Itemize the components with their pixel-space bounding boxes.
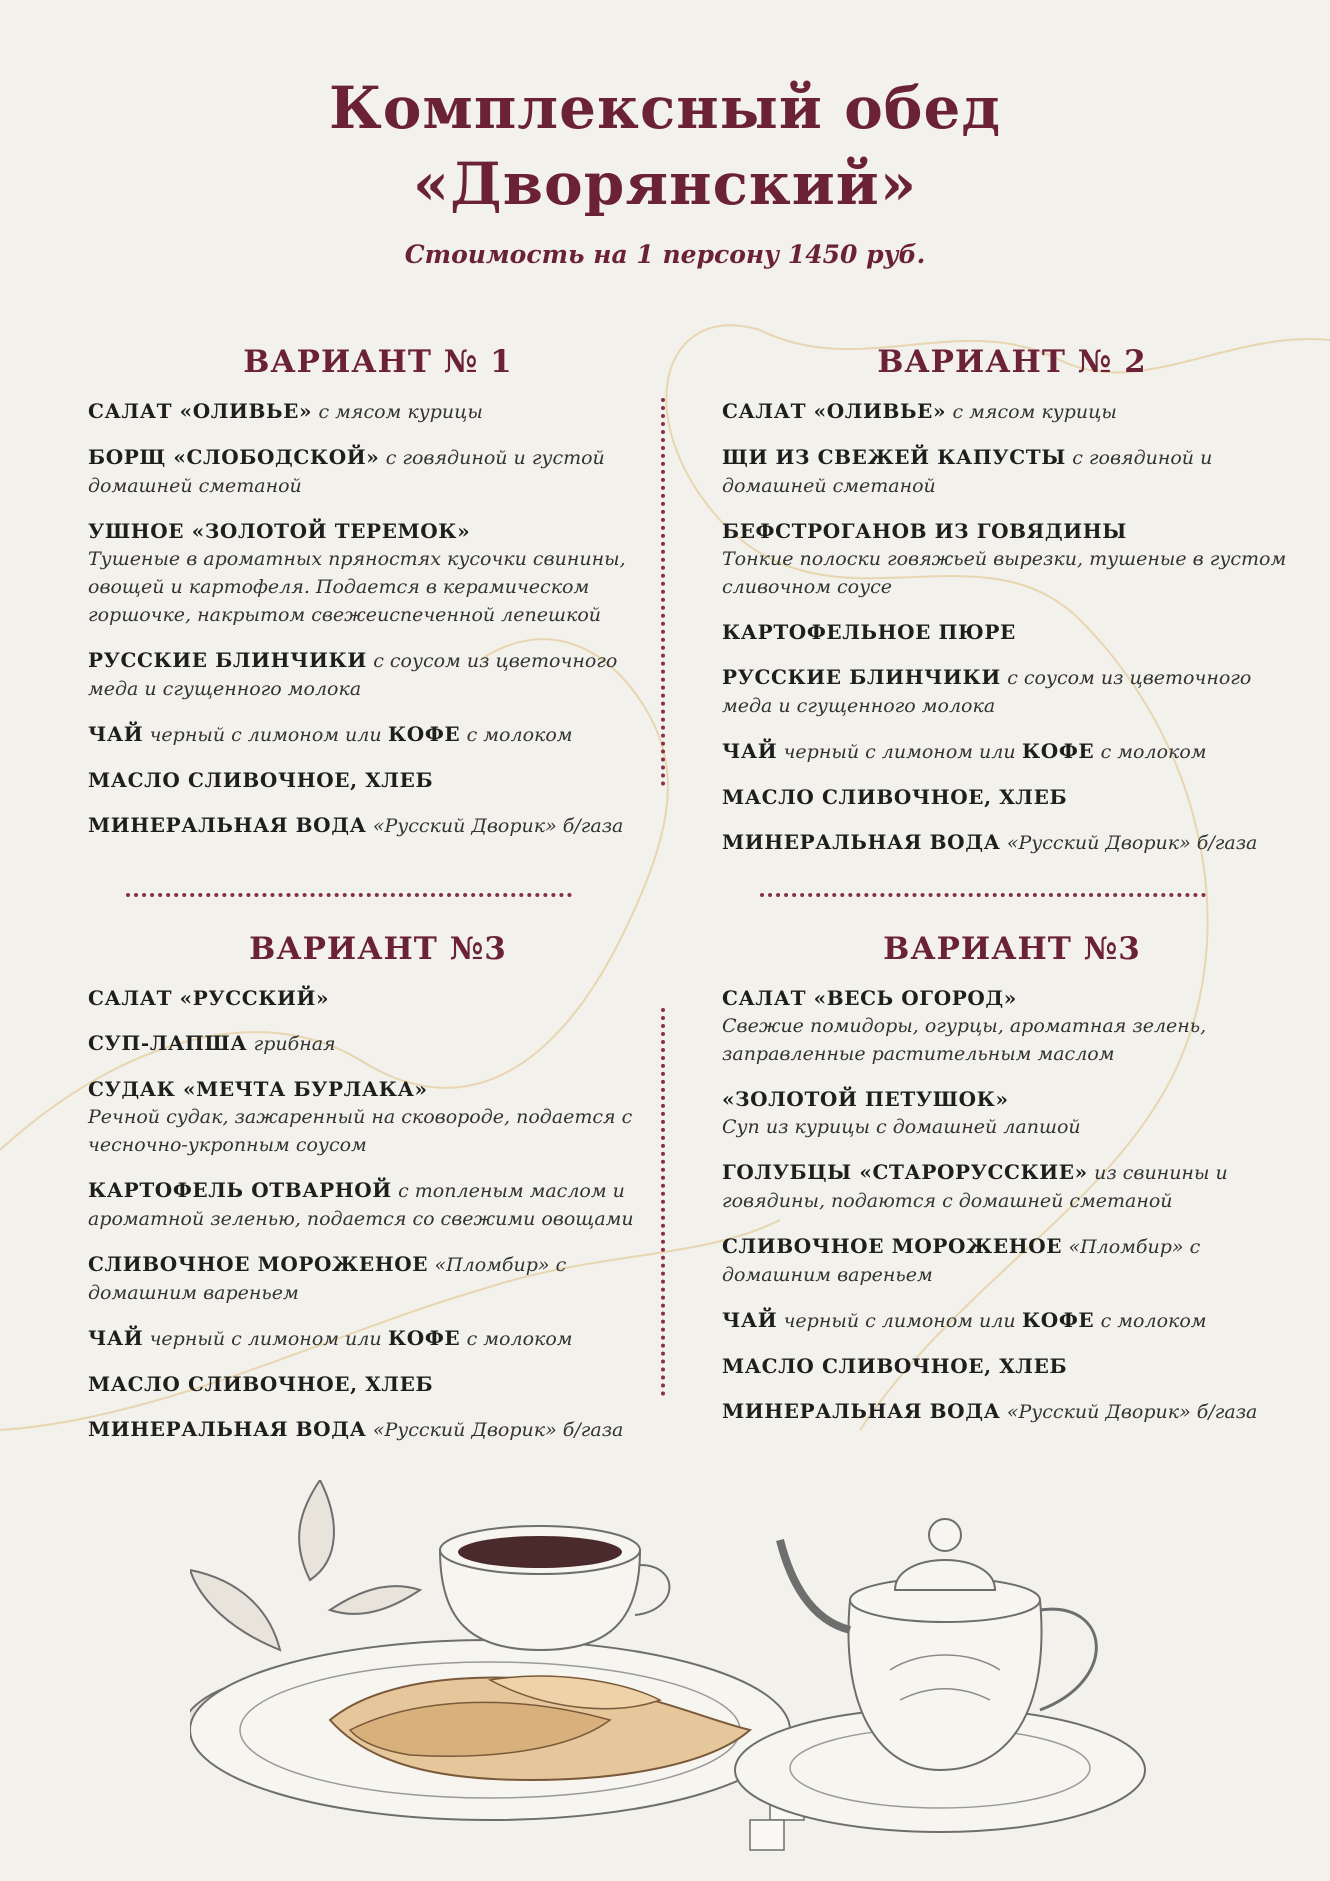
menu-item-name: УШНОЕ «ЗОЛОТОЙ ТЕРЕМОК» (88, 519, 471, 543)
menu-item-description: с молоком (1100, 1310, 1207, 1332)
variant-items (722, 985, 1302, 1426)
menu-item (88, 1416, 668, 1444)
price-per-person: Стоимость на 1 персону 1450 руб. (404, 240, 926, 269)
menu-item-name: МАСЛО СЛИВОЧНОЕ, ХЛЕБ (722, 1354, 1068, 1378)
menu-item (88, 1030, 668, 1058)
menu-item-name: КОФЕ (1022, 739, 1095, 763)
variant-items (722, 398, 1302, 857)
menu-item (88, 1371, 668, 1398)
menu-item-name: МИНЕРАЛЬНАЯ ВОДА (88, 1417, 367, 1441)
menu-item-description: с молоком (466, 724, 573, 746)
menu-item (88, 444, 668, 500)
variant-4 (722, 931, 1302, 1444)
menu-item (722, 664, 1302, 720)
menu-item (88, 647, 668, 703)
menu-item-description: «Пломбир» с домашним вареньем (88, 1254, 567, 1304)
menu-item-name: МИНЕРАЛЬНАЯ ВОДА (722, 830, 1001, 854)
menu-item (88, 812, 668, 840)
menu-item-name: ЧАЙ (722, 739, 778, 763)
menu-item-description: Свежие помидоры, огурцы, ароматная зелень, заправленные растительным маслом (722, 1015, 1207, 1065)
menu-item-description: черный с лимоном или (783, 741, 1016, 763)
menu-item-name: КАРТОФЕЛЬНОЕ ПЮРЕ (722, 620, 1016, 644)
menu-item (88, 767, 668, 794)
tea-and-pancakes-illustration (190, 1480, 1150, 1870)
menu-item-name: САЛАТ «ОЛИВЬЕ» (722, 399, 947, 423)
menu-item (722, 829, 1302, 857)
menu-item-description: «Пломбир» с домашним вареньем (722, 1236, 1201, 1286)
menu-item (722, 1398, 1302, 1426)
variant-items (88, 398, 668, 840)
vertical-divider-bottom (661, 1008, 665, 1396)
menu-item (722, 985, 1302, 1068)
menu-item (722, 1159, 1302, 1215)
menu-item-description: с топленым маслом и ароматной зеленью, подается со свежими овощами (88, 1180, 634, 1230)
menu-item (88, 985, 668, 1012)
menu-item-name: СУП-ЛАПША (88, 1031, 248, 1055)
menu-item (88, 398, 668, 426)
menu-item (722, 1233, 1302, 1289)
menu-item-description: с говядиной и густой домашней сметаной (88, 447, 605, 497)
variant-heading: ВАРИАНТ №3 (883, 931, 1141, 967)
variant-heading: ВАРИАНТ № 1 (243, 344, 513, 380)
menu-item (722, 738, 1302, 766)
menu-item (722, 1353, 1302, 1380)
menu-title-line1: Комплексный обед (328, 74, 1001, 142)
vertical-divider-top (661, 398, 665, 786)
menu-item-description: Речной судак, зажаренный на сковороде, подается с чесночно-укропным соусом (88, 1106, 633, 1156)
menu-item-name: ГОЛУБЦЫ «СТАРОРУССКИЕ» (722, 1160, 1088, 1184)
menu-item-description: с мясом курицы (952, 401, 1117, 423)
menu-item (88, 1177, 668, 1233)
menu-item-name: СЛИВОЧНОЕ МОРОЖЕНОЕ (88, 1252, 429, 1276)
menu-item-name: МИНЕРАЛЬНАЯ ВОДА (722, 1399, 1001, 1423)
menu-item (722, 784, 1302, 811)
variant-items (88, 985, 668, 1444)
menu-item-name: ЧАЙ (722, 1308, 778, 1332)
menu-item-description: «Русский Дворик» б/газа (372, 815, 624, 837)
menu-item-description: Тонкие полоски говяжьей вырезки, тушеные в густом сливочном соусе (722, 548, 1287, 598)
menu-item-description: «Русский Дворик» б/газа (1006, 1401, 1258, 1423)
menu-item-description: с соусом из цветочного меда и сгущенного молока (722, 667, 1252, 717)
menu-item-name: САЛАТ «ВЕСЬ ОГОРОД» (722, 986, 1017, 1010)
menu-item-description: «Русский Дворик» б/газа (1006, 832, 1258, 854)
menu-item-name: СЛИВОЧНОЕ МОРОЖЕНОЕ (722, 1234, 1063, 1258)
horizontal-divider-right (760, 893, 1206, 897)
menu-item-description: грибная (253, 1033, 336, 1055)
menu-item-name: БОРЩ «СЛОБОДСКОЙ» (88, 445, 380, 469)
menu-item (722, 619, 1302, 646)
menu-item-name: МАСЛО СЛИВОЧНОЕ, ХЛЕБ (722, 785, 1068, 809)
menu-item (722, 1307, 1302, 1335)
variant-3 (88, 931, 668, 1462)
menu-item-description: с молоком (1100, 741, 1207, 763)
variant-1 (88, 344, 668, 858)
menu-item-name: СУДАК «МЕЧТА БУРЛАКА» (88, 1077, 428, 1101)
menu-item-description: с говядиной и домашней сметаной (722, 447, 1213, 497)
menu-item-name: РУССКИЕ БЛИНЧИКИ (88, 648, 367, 672)
menu-item (88, 1325, 668, 1353)
menu-item-name: БЕФСТРОГАНОВ ИЗ ГОВЯДИНЫ (722, 519, 1127, 543)
menu-item-name: КОФЕ (388, 1326, 461, 1350)
menu-item (722, 1086, 1302, 1141)
menu-item-name: САЛАТ «РУССКИЙ» (88, 986, 330, 1010)
variant-heading: ВАРИАНТ №3 (249, 931, 507, 967)
menu-item-description: черный с лимоном или (149, 1328, 382, 1350)
menu-item-description: Суп из курицы с домашней лапшой (722, 1116, 1081, 1138)
menu-item-name: «ЗОЛОТОЙ ПЕТУШОК» (722, 1087, 1009, 1111)
menu-item-name: САЛАТ «ОЛИВЬЕ» (88, 399, 313, 423)
variant-2 (722, 344, 1302, 875)
menu-item-name: КАРТОФЕЛЬ ОТВАРНОЙ (88, 1178, 392, 1202)
menu-item-description: с соусом из цветочного меда и сгущенного молока (88, 650, 618, 700)
menu-item (88, 1251, 668, 1307)
menu-item (88, 721, 668, 749)
menu-item-description: из свинины и говядины, подаются с домашней сметаной (722, 1162, 1228, 1212)
menu-item-description: Тушеные в ароматных пряностях кусочки свинины, овощей и картофеля. Подается в керамическом горшочке, накрытом свежеиспеченной лепешкой (88, 548, 626, 626)
menu-item-description: черный с лимоном или (783, 1310, 1016, 1332)
menu-title-line2: «Дворянский» (412, 150, 918, 218)
horizontal-divider-left (126, 893, 572, 897)
menu-item-name: ЧАЙ (88, 722, 144, 746)
menu-item-description: черный с лимоном или (149, 724, 382, 746)
menu-item-description: с молоком (466, 1328, 573, 1350)
menu-item-description: с мясом курицы (318, 401, 483, 423)
menu-item (88, 518, 668, 629)
menu-item-name: ЩИ ИЗ СВЕЖЕЙ КАПУСТЫ (722, 445, 1066, 469)
variant-heading: ВАРИАНТ № 2 (877, 344, 1147, 380)
menu-item-name: РУССКИЕ БЛИНЧИКИ (722, 665, 1001, 689)
menu-item (722, 398, 1302, 426)
menu-item-name: МИНЕРАЛЬНАЯ ВОДА (88, 813, 367, 837)
menu-item-description: «Русский Дворик» б/газа (372, 1419, 624, 1441)
menu-item (722, 444, 1302, 500)
menu-item-name: ЧАЙ (88, 1326, 144, 1350)
menu-item-name: МАСЛО СЛИВОЧНОЕ, ХЛЕБ (88, 768, 434, 792)
menu-item-name: КОФЕ (388, 722, 461, 746)
menu-item (722, 518, 1302, 601)
menu-item-name: КОФЕ (1022, 1308, 1095, 1332)
menu-item-name: МАСЛО СЛИВОЧНОЕ, ХЛЕБ (88, 1372, 434, 1396)
menu-item (88, 1076, 668, 1159)
